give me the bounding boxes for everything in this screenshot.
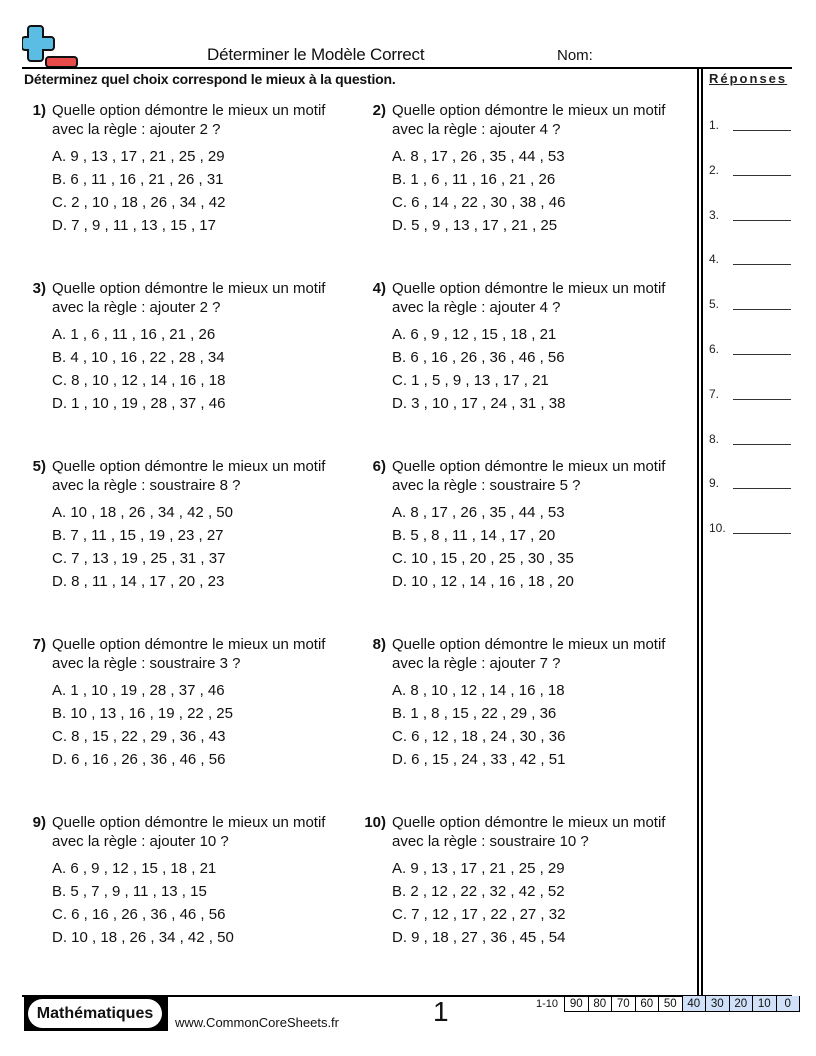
question-number: 8) — [372, 636, 386, 653]
choice-d[interactable]: D. 1 , 10 , 19 , 28 , 37 , 46 — [52, 395, 226, 412]
question-number: 4) — [372, 280, 386, 297]
choice-list — [392, 859, 565, 951]
answer-label: 2. — [709, 162, 720, 177]
question-text: Quelle option démontre le mieux un motif avec la règle : ajouter 10 ? — [52, 814, 326, 850]
question-text: Quelle option démontre le mieux un motif avec la règle : soustraire 8 ? — [52, 458, 326, 494]
question-text: Quelle option démontre le mieux un motif avec la règle : ajouter 4 ? — [392, 280, 666, 316]
choice-d[interactable]: D. 10 , 18 , 26 , 34 , 42 , 50 — [52, 929, 234, 946]
header-divider — [22, 67, 792, 69]
website-link[interactable]: www.CommonCoreSheets.fr — [175, 1015, 339, 1030]
answer-blank-line[interactable] — [733, 175, 791, 176]
choice-a[interactable]: A. 1 , 10 , 19 , 28 , 37 , 46 — [52, 682, 225, 699]
choice-b[interactable]: B. 5 , 7 , 9 , 11 , 13 , 15 — [52, 883, 207, 900]
answer-blank-line[interactable] — [733, 354, 791, 355]
answer-blank-line[interactable] — [733, 309, 791, 310]
subject-badge: Mathématiques — [28, 999, 162, 1028]
answer-field-7[interactable] — [709, 387, 793, 401]
answer-label: 6. — [709, 342, 720, 356]
choice-b[interactable]: B. 6 , 16 , 26 , 36 , 46 , 56 — [392, 349, 565, 366]
choice-list — [392, 325, 565, 417]
score-cell: 90 — [565, 996, 589, 1012]
choice-b[interactable]: B. 4 , 10 , 16 , 22 , 28 , 34 — [52, 349, 225, 366]
choice-list — [392, 147, 565, 239]
choice-d[interactable]: D. 6 , 16 , 26 , 36 , 46 , 56 — [52, 751, 226, 768]
answer-label: 9. — [709, 476, 720, 491]
answer-label: 5. — [709, 297, 720, 312]
question-text: Quelle option démontre le mieux un motif avec la règle : ajouter 2 ? — [52, 280, 326, 316]
choice-list — [52, 681, 233, 773]
score-cell: 80 — [589, 996, 613, 1012]
score-cell: 20 — [730, 996, 754, 1012]
choice-a[interactable]: A. 6 , 9 , 12 , 15 , 18 , 21 — [52, 860, 217, 877]
choice-d[interactable]: D. 8 , 11 , 14 , 17 , 20 , 23 — [52, 573, 225, 590]
choice-list — [52, 147, 225, 239]
question-text: Quelle option démontre le mieux un motif avec la règle : ajouter 2 ? — [52, 102, 326, 138]
choice-a[interactable]: A. 6 , 9 , 12 , 15 , 18 , 21 — [392, 326, 557, 343]
choice-d[interactable]: D. 6 , 15 , 24 , 33 , 42 , 51 — [392, 751, 566, 768]
choice-list — [392, 503, 574, 595]
choice-c[interactable]: C. 7 , 13 , 19 , 25 , 31 , 37 — [52, 550, 226, 567]
question-number: 7) — [32, 636, 46, 653]
answer-label: 7. — [709, 386, 720, 401]
answer-label: 8. — [709, 431, 720, 446]
choice-c[interactable]: C. 1 , 5 , 9 , 13 , 17 , 21 — [392, 372, 549, 389]
choice-d[interactable]: D. 5 , 9 , 13 , 17 , 21 , 25 — [392, 217, 558, 234]
question-number: 2) — [372, 102, 386, 119]
question-number: 5) — [32, 458, 46, 475]
choice-b[interactable]: B. 5 , 8 , 11 , 14 , 17 , 20 — [392, 527, 556, 544]
answer-field-4[interactable] — [709, 252, 793, 266]
choice-b[interactable]: B. 6 , 11 , 16 , 21 , 26 , 31 — [52, 171, 224, 188]
answer-field-8[interactable] — [709, 432, 793, 446]
choice-a[interactable]: A. 8 , 17 , 26 , 35 , 44 , 53 — [392, 504, 565, 521]
choice-d[interactable]: D. 9 , 18 , 27 , 36 , 45 , 54 — [392, 929, 566, 946]
answer-label: 3. — [709, 207, 720, 222]
answer-label: 1. — [709, 118, 720, 132]
choice-b[interactable]: B. 2 , 12 , 22 , 32 , 42 , 52 — [392, 883, 565, 900]
answer-field-9[interactable] — [709, 476, 793, 490]
name-label: Nom: — [557, 47, 593, 64]
answer-field-6[interactable] — [709, 342, 793, 356]
answer-blank-line[interactable] — [733, 264, 791, 265]
score-cell: 30 — [706, 996, 730, 1012]
question-number: 1) — [32, 102, 46, 119]
choice-d[interactable]: D. 3 , 10 , 17 , 24 , 31 , 38 — [392, 395, 566, 412]
choice-c[interactable]: C. 8 , 10 , 12 , 14 , 16 , 18 — [52, 372, 226, 389]
choice-a[interactable]: A. 9 , 13 , 17 , 21 , 25 , 29 — [52, 148, 225, 165]
choice-a[interactable]: A. 1 , 6 , 11 , 16 , 21 , 26 — [52, 326, 216, 343]
answers-title: Réponses — [709, 71, 788, 86]
choice-b[interactable]: B. 1 , 6 , 11 , 16 , 21 , 26 — [392, 171, 556, 188]
worksheet-title: Déterminer le Modèle Correct — [207, 45, 425, 64]
choice-b[interactable]: B. 7 , 11 , 15 , 19 , 23 , 27 — [52, 527, 224, 544]
score-cell: 70 — [612, 996, 636, 1012]
score-cell: 60 — [636, 996, 660, 1012]
choice-a[interactable]: A. 10 , 18 , 26 , 34 , 42 , 50 — [52, 504, 233, 521]
answer-field-10[interactable] — [709, 521, 793, 535]
question-text: Quelle option démontre le mieux un motif avec la règle : ajouter 7 ? — [392, 636, 666, 672]
choice-a[interactable]: A. 9 , 13 , 17 , 21 , 25 , 29 — [392, 860, 565, 877]
question-text: Quelle option démontre le mieux un motif avec la règle : soustraire 5 ? — [392, 458, 666, 494]
question-number: 10) — [364, 814, 386, 831]
answer-blank-line[interactable] — [733, 533, 791, 534]
answer-blank-line[interactable] — [733, 130, 791, 131]
choice-a[interactable]: A. 8 , 10 , 12 , 14 , 16 , 18 — [392, 682, 565, 699]
page-number: 1 — [433, 996, 449, 1027]
choice-c[interactable]: C. 10 , 15 , 20 , 25 , 30 , 35 — [392, 550, 574, 567]
question-number: 3) — [32, 280, 46, 297]
answer-blank-line[interactable] — [733, 444, 791, 445]
score-cell: 50 — [659, 996, 683, 1012]
choice-d[interactable]: D. 7 , 9 , 11 , 13 , 15 , 17 — [52, 217, 216, 234]
choice-c[interactable]: C. 6 , 14 , 22 , 30 , 38 , 46 — [392, 194, 566, 211]
score-cell: 40 — [683, 996, 707, 1012]
choice-c[interactable]: C. 6 , 16 , 26 , 36 , 46 , 56 — [52, 906, 226, 923]
answer-field-5[interactable] — [709, 297, 793, 311]
choice-list — [52, 859, 234, 951]
choice-c[interactable]: C. 2 , 10 , 18 , 26 , 34 , 42 — [52, 194, 226, 211]
question-text: Quelle option démontre le mieux un motif avec la règle : soustraire 10 ? — [392, 814, 666, 850]
choice-c[interactable]: C. 7 , 12 , 17 , 22 , 27 , 32 — [392, 906, 566, 923]
plus-minus-logo-icon — [22, 24, 80, 68]
score-table — [564, 996, 800, 1012]
answer-column-divider — [697, 67, 699, 995]
score-cell: 10 — [753, 996, 777, 1012]
choice-c[interactable]: C. 8 , 15 , 22 , 29 , 36 , 43 — [52, 728, 226, 745]
score-cell: 0 — [777, 996, 801, 1012]
question-number: 9) — [32, 814, 46, 831]
answer-field-2[interactable] — [709, 163, 793, 177]
choice-a[interactable]: A. 8 , 17 , 26 , 35 , 44 , 53 — [392, 148, 565, 165]
question-number: 6) — [372, 458, 386, 475]
answer-field-3[interactable] — [709, 208, 793, 222]
instructions: Déterminez quel choix correspond le mieux à la question. — [24, 71, 396, 87]
choice-list — [392, 681, 565, 773]
question-text: Quelle option démontre le mieux un motif avec la règle : soustraire 3 ? — [52, 636, 326, 672]
choice-list — [52, 325, 225, 417]
choice-b[interactable]: B. 1 , 8 , 15 , 22 , 29 , 36 — [392, 705, 557, 722]
answer-blank-line[interactable] — [733, 220, 791, 221]
answer-label: 10. — [709, 521, 726, 536]
answer-blank-line[interactable] — [733, 399, 791, 400]
choice-c[interactable]: C. 6 , 12 , 18 , 24 , 30 , 36 — [392, 728, 566, 745]
answer-label: 4. — [709, 252, 720, 267]
answer-column-divider-inner — [701, 67, 703, 995]
answer-field-1[interactable] — [709, 118, 793, 132]
choice-b[interactable]: B. 10 , 13 , 16 , 19 , 22 , 25 — [52, 705, 233, 722]
choice-list — [52, 503, 233, 595]
answer-blank-line[interactable] — [733, 488, 791, 489]
choice-d[interactable]: D. 10 , 12 , 14 , 16 , 18 , 20 — [392, 573, 574, 590]
question-text: Quelle option démontre le mieux un motif avec la règle : ajouter 4 ? — [392, 102, 666, 138]
score-range-label: 1-10 — [536, 998, 559, 1010]
